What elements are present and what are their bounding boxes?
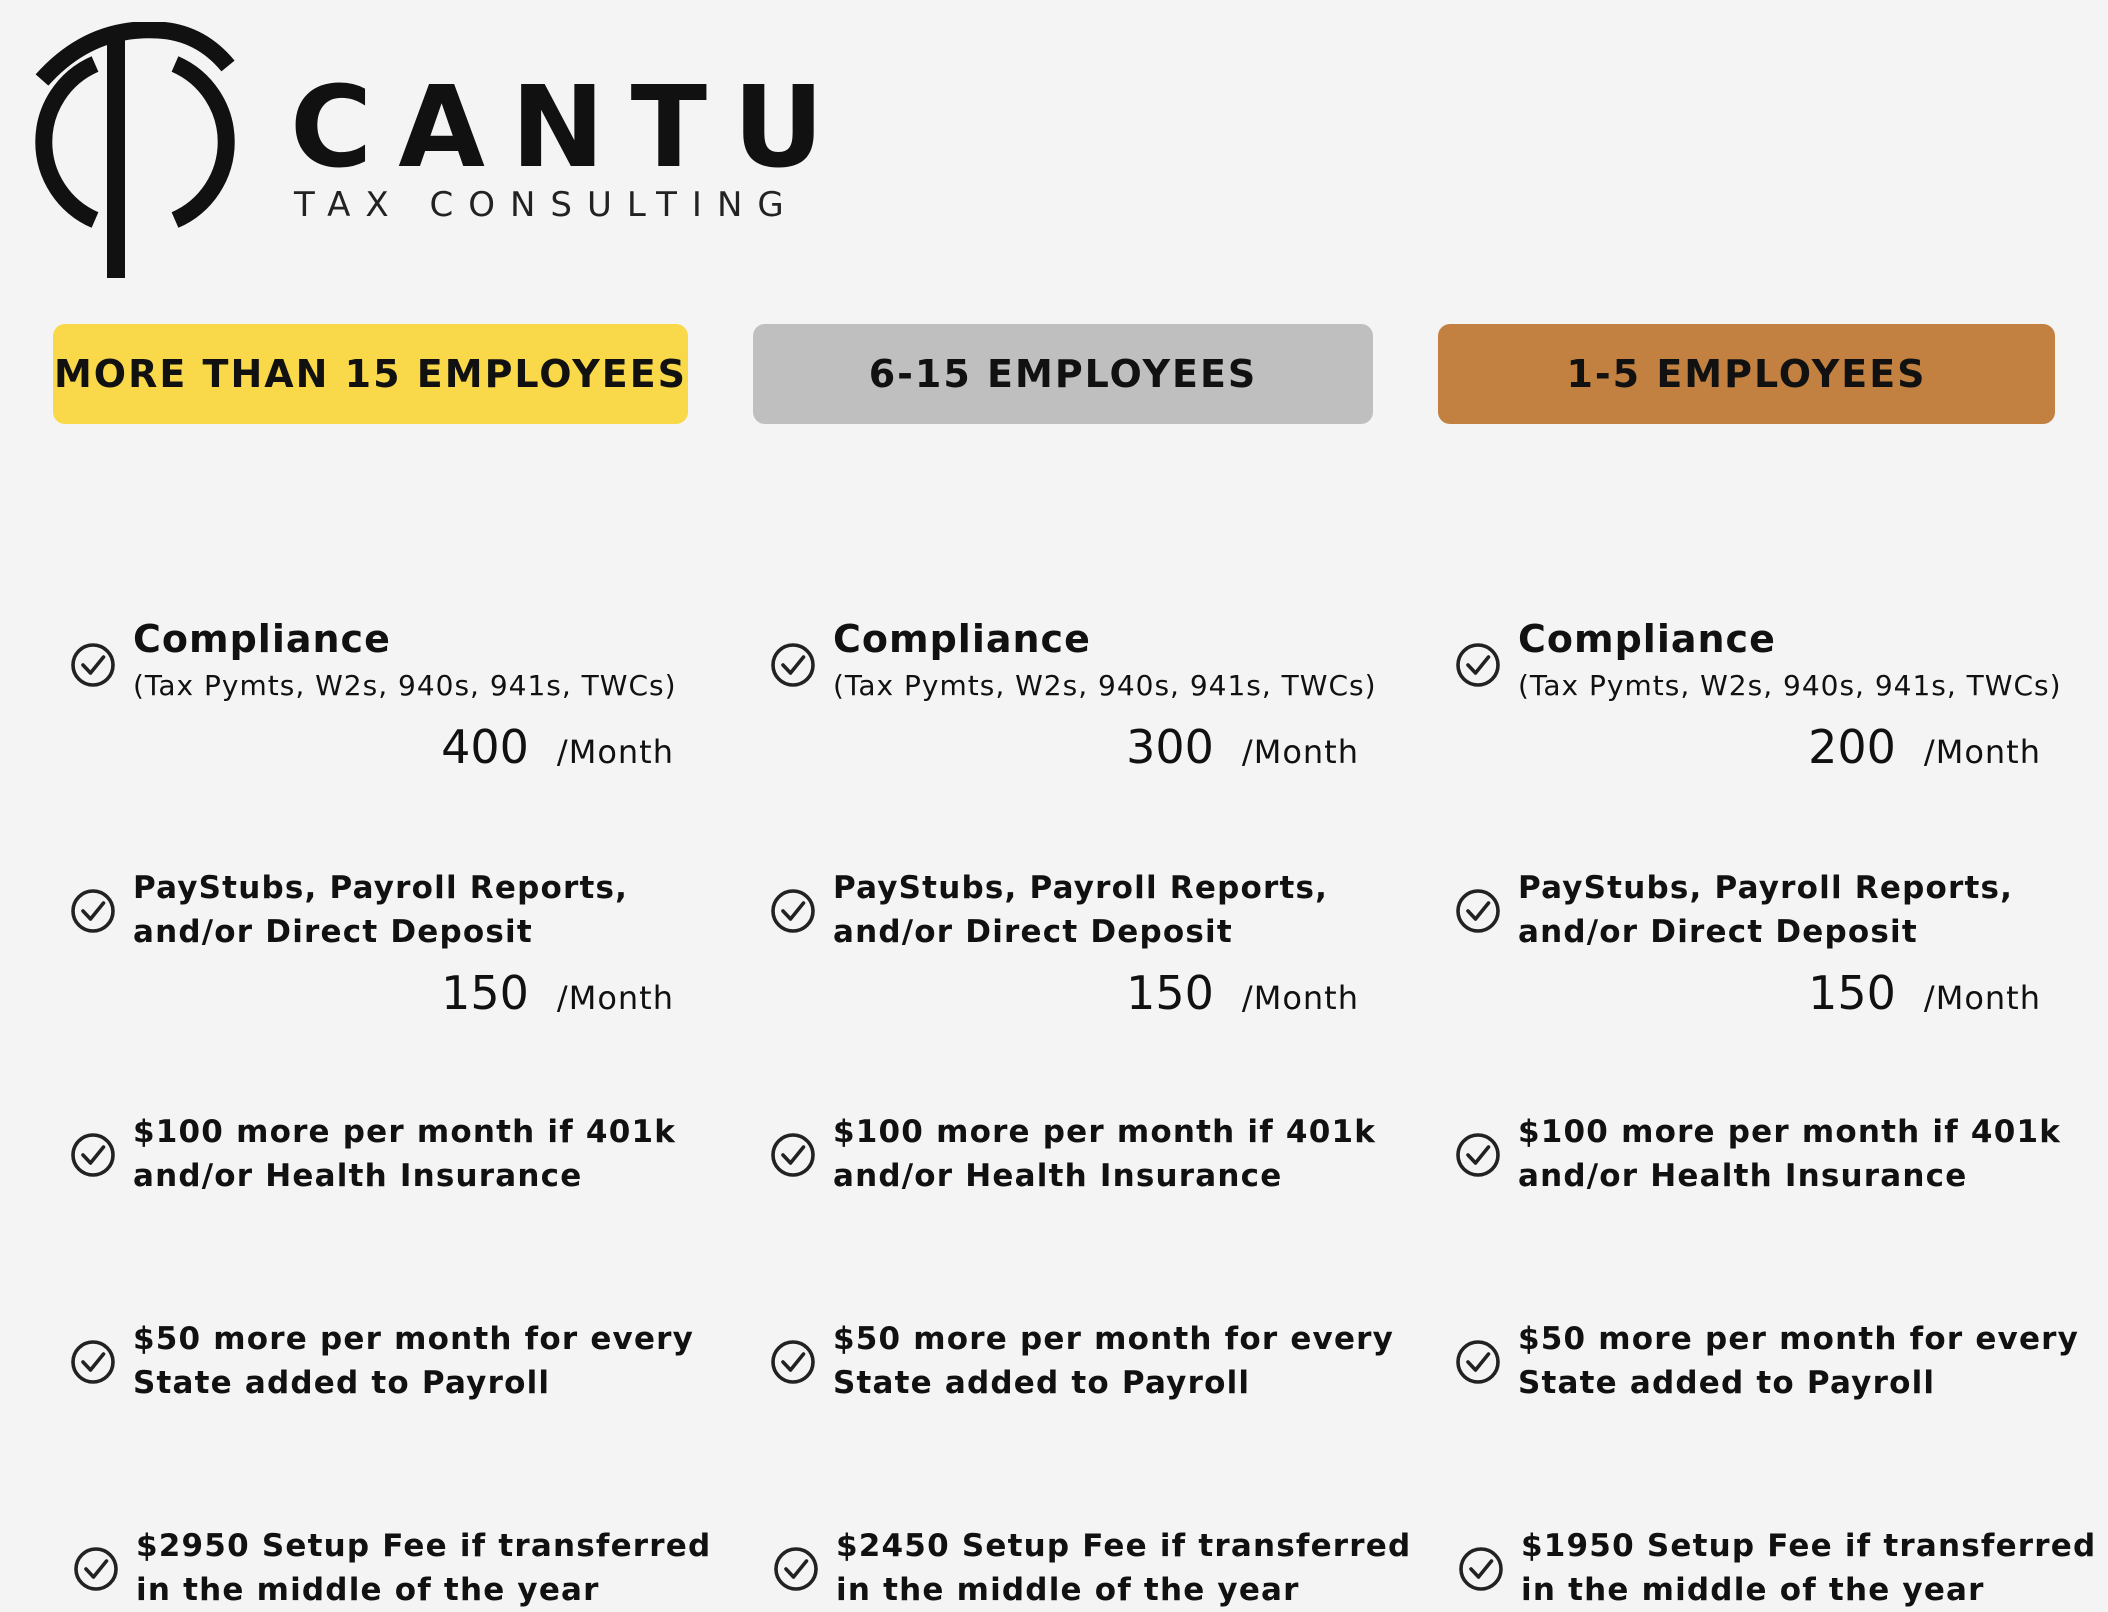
tier-column-medium xyxy=(753,324,1412,1608)
feature-line: and/or Direct Deposit xyxy=(833,914,1233,950)
feature-title: Compliance xyxy=(833,617,1091,661)
feature-detail: (Tax Pymts, W2s, 940s, 941s, TWCs) xyxy=(133,669,677,702)
feature-line: and/or Direct Deposit xyxy=(1518,914,1918,950)
check-circle-icon xyxy=(1455,1132,1501,1178)
tier-header-small: 1-5 EMPLOYEES xyxy=(1438,324,2055,424)
check-circle-icon xyxy=(73,1546,119,1592)
feature-line: $50 more per month for every xyxy=(833,1321,1395,1357)
check-circle-icon xyxy=(770,642,816,688)
check-circle-icon xyxy=(1455,888,1501,934)
feature-line: $1950 Setup Fee if transferred xyxy=(1521,1528,2097,1564)
feature-line: and/or Health Insurance xyxy=(133,1158,583,1194)
feature-line: PayStubs, Payroll Reports, xyxy=(133,870,629,906)
check-circle-icon xyxy=(1455,1339,1501,1385)
price-value: 300 xyxy=(1126,720,1214,774)
check-circle-icon xyxy=(70,888,116,934)
tier-header-large: MORE THAN 15 EMPLOYEES xyxy=(53,324,688,424)
check-circle-icon xyxy=(770,1132,816,1178)
feature-line: and/or Direct Deposit xyxy=(133,914,533,950)
feature-detail: (Tax Pymts, W2s, 940s, 941s, TWCs) xyxy=(833,669,1377,702)
check-circle-icon xyxy=(773,1546,819,1592)
check-circle-icon xyxy=(70,1132,116,1178)
brand-tagline: TAX CONSULTING xyxy=(294,185,799,225)
feature-line: State added to Payroll xyxy=(833,1365,1251,1401)
feature-line: $50 more per month for every xyxy=(1518,1321,2080,1357)
price-unit: /Month xyxy=(1923,979,2041,1017)
feature-line: $50 more per month for every xyxy=(133,1321,695,1357)
feature-title: Compliance xyxy=(133,617,391,661)
tier-column-large xyxy=(53,324,712,1608)
price-unit: /Month xyxy=(556,733,674,771)
brand-logo xyxy=(20,22,850,282)
check-circle-icon xyxy=(1455,642,1501,688)
feature-line: and/or Health Insurance xyxy=(1518,1158,1968,1194)
price-value: 200 xyxy=(1808,720,1896,774)
price-unit: /Month xyxy=(1241,733,1359,771)
feature-line: $2950 Setup Fee if transferred xyxy=(136,1528,712,1564)
feature-line: in the middle of the year xyxy=(1521,1572,1985,1608)
check-circle-icon xyxy=(770,888,816,934)
price-unit: /Month xyxy=(1923,733,2041,771)
feature-detail: (Tax Pymts, W2s, 940s, 941s, TWCs) xyxy=(1518,669,2062,702)
ct-monogram-logo xyxy=(20,22,250,282)
tier-header-medium: 6-15 EMPLOYEES xyxy=(753,324,1373,424)
check-circle-icon xyxy=(1458,1546,1504,1592)
feature-line: in the middle of the year xyxy=(136,1572,600,1608)
feature-line: $100 more per month if 401k xyxy=(833,1114,1377,1150)
check-circle-icon xyxy=(70,1339,116,1385)
check-circle-icon xyxy=(770,1339,816,1385)
price-unit: /Month xyxy=(1241,979,1359,1017)
feature-line: $100 more per month if 401k xyxy=(1518,1114,2062,1150)
tier-column-small xyxy=(1438,324,2097,1608)
feature-line: State added to Payroll xyxy=(1518,1365,1936,1401)
price-value: 150 xyxy=(441,966,529,1020)
feature-title: Compliance xyxy=(1518,617,1776,661)
feature-line: PayStubs, Payroll Reports, xyxy=(1518,870,2014,906)
price-value: 150 xyxy=(1126,966,1214,1020)
price-value: 150 xyxy=(1808,966,1896,1020)
feature-line: and/or Health Insurance xyxy=(833,1158,1283,1194)
check-circle-icon xyxy=(70,642,116,688)
brand-name: CANTU xyxy=(290,63,850,193)
feature-line: $2450 Setup Fee if transferred xyxy=(836,1528,1412,1564)
price-unit: /Month xyxy=(556,979,674,1017)
feature-line: $100 more per month if 401k xyxy=(133,1114,677,1150)
feature-line: State added to Payroll xyxy=(133,1365,551,1401)
price-value: 400 xyxy=(441,720,529,774)
feature-line: PayStubs, Payroll Reports, xyxy=(833,870,1329,906)
feature-line: in the middle of the year xyxy=(836,1572,1300,1608)
